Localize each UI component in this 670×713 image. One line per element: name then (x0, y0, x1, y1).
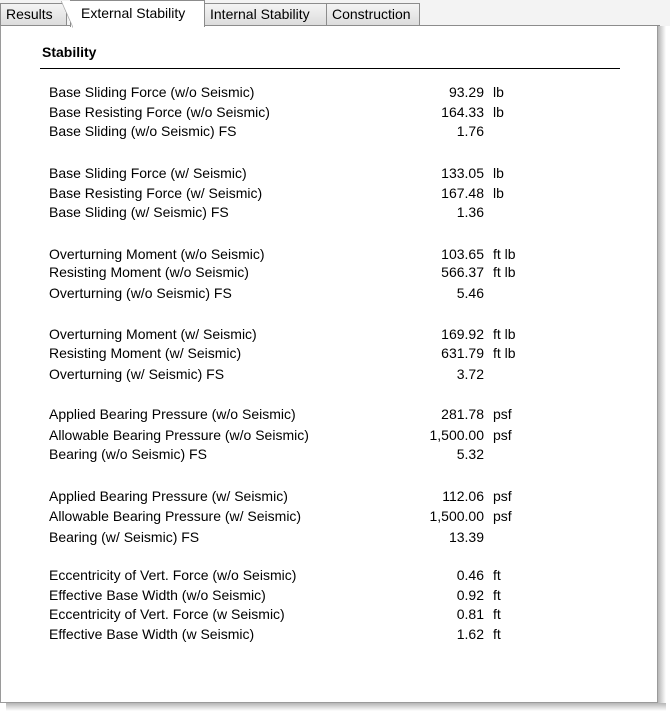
table-row (0, 84, 658, 104)
row-label: Resisting Moment (w/o Seismic) (49, 264, 249, 280)
row-value: 0.92 (456, 587, 484, 603)
row-value: 1,500.00 (429, 508, 484, 524)
row-label: Overturning (w/o Seismic) FS (49, 285, 232, 301)
section-divider (40, 68, 620, 69)
row-label: Base Resisting Force (w/ Seismic) (49, 185, 263, 201)
row-label: Overturning Moment (w/o Seismic) (49, 246, 265, 262)
row-unit: psf (493, 488, 512, 504)
row-label: Base Resisting Force (w/o Seismic) (49, 104, 270, 120)
row-unit: ft lb (493, 246, 516, 262)
tab-bar (0, 0, 670, 26)
row-value: 133.05 (441, 165, 484, 181)
table-row (0, 123, 658, 143)
table-row (0, 446, 658, 466)
row-value: 281.78 (441, 406, 484, 422)
row-label: Effective Base Width (w Seismic) (49, 626, 255, 642)
table-row (0, 606, 658, 626)
row-unit: psf (493, 508, 512, 524)
row-unit: psf (493, 406, 512, 422)
section-title: Stability (42, 44, 97, 60)
tab-results-label: Results (6, 6, 53, 22)
table-row (0, 567, 658, 587)
tab-external-stability[interactable] (70, 0, 205, 27)
row-label: Effective Base Width (w/o Seismic) (49, 587, 266, 603)
row-label: Base Sliding Force (w/o Seismic) (49, 84, 255, 100)
table-row (0, 488, 658, 508)
row-value: 5.32 (456, 446, 484, 462)
row-label: Base Sliding (w/ Seismic) FS (49, 204, 229, 220)
table-row (0, 626, 658, 646)
window-shadow-right (658, 8, 666, 708)
table-row (0, 427, 658, 447)
row-value: 1,500.00 (429, 427, 484, 443)
row-label: Allowable Bearing Pressure (w/o Seismic) (49, 427, 309, 443)
row-unit: lb (493, 165, 504, 181)
row-label: Base Sliding Force (w/ Seismic) (49, 165, 247, 181)
row-value: 1.36 (456, 204, 484, 220)
table-row (0, 508, 658, 528)
row-label: Allowable Bearing Pressure (w/ Seismic) (49, 508, 302, 524)
table-row (0, 104, 658, 124)
tab-external-stability-label: External Stability (81, 5, 186, 21)
row-label: Bearing (w/o Seismic) FS (49, 446, 207, 462)
row-value: 1.76 (456, 123, 484, 139)
table-row (0, 529, 658, 549)
row-value: 169.92 (441, 326, 484, 342)
row-unit: ft (493, 567, 501, 583)
row-value: 93.29 (448, 84, 484, 100)
table-row (0, 285, 658, 305)
row-value: 164.33 (441, 104, 484, 120)
table-row (0, 587, 658, 607)
row-unit: lb (493, 104, 504, 120)
row-value: 5.46 (456, 285, 484, 301)
row-label: Applied Bearing Pressure (w/ Seismic) (49, 488, 288, 504)
row-value: 13.39 (448, 529, 484, 545)
row-label: Overturning (w/ Seismic) FS (49, 366, 225, 382)
table-row (0, 406, 658, 426)
row-value: 0.46 (456, 567, 484, 583)
row-value: 167.48 (441, 185, 484, 201)
row-value: 566.37 (441, 264, 484, 280)
row-value: 1.62 (456, 626, 484, 642)
tab-construction[interactable] (326, 3, 420, 25)
row-unit: ft lb (493, 326, 516, 342)
row-value: 112.06 (442, 488, 484, 504)
table-row (0, 264, 658, 284)
row-label: Applied Bearing Pressure (w/o Seismic) (49, 406, 296, 422)
row-unit: lb (493, 84, 504, 100)
row-unit: ft (493, 587, 501, 603)
row-unit: ft (493, 626, 501, 642)
table-row (0, 345, 658, 365)
row-label: Resisting Moment (w/ Seismic) (49, 345, 242, 361)
table-row (0, 204, 658, 224)
row-value: 631.79 (441, 345, 484, 361)
row-label: Eccentricity of Vert. Force (w Seismic) (49, 606, 285, 622)
row-value: 0.81 (456, 606, 484, 622)
tab-internal-stability[interactable] (204, 3, 327, 25)
row-label: Base Sliding (w/o Seismic) FS (49, 123, 237, 139)
tab-results[interactable] (0, 3, 67, 25)
row-value: 103.65 (441, 246, 484, 262)
window-shadow-bottom (6, 703, 666, 711)
table-row (0, 185, 658, 205)
row-unit: lb (493, 185, 504, 201)
tab-internal-stability-label: Internal Stability (210, 6, 310, 22)
table-row (0, 246, 658, 266)
table-row (0, 366, 658, 386)
row-unit: psf (493, 427, 512, 443)
row-value: 3.72 (456, 366, 484, 382)
row-label: Bearing (w/ Seismic) FS (49, 529, 200, 545)
table-row (0, 326, 658, 346)
row-unit: ft lb (493, 264, 516, 280)
row-unit: ft lb (493, 345, 516, 361)
row-label: Eccentricity of Vert. Force (w/o Seismic) (49, 567, 297, 583)
table-row (0, 165, 658, 185)
row-label: Overturning Moment (w/ Seismic) (49, 326, 257, 342)
row-unit: ft (493, 606, 501, 622)
tab-construction-label: Construction (332, 6, 411, 22)
